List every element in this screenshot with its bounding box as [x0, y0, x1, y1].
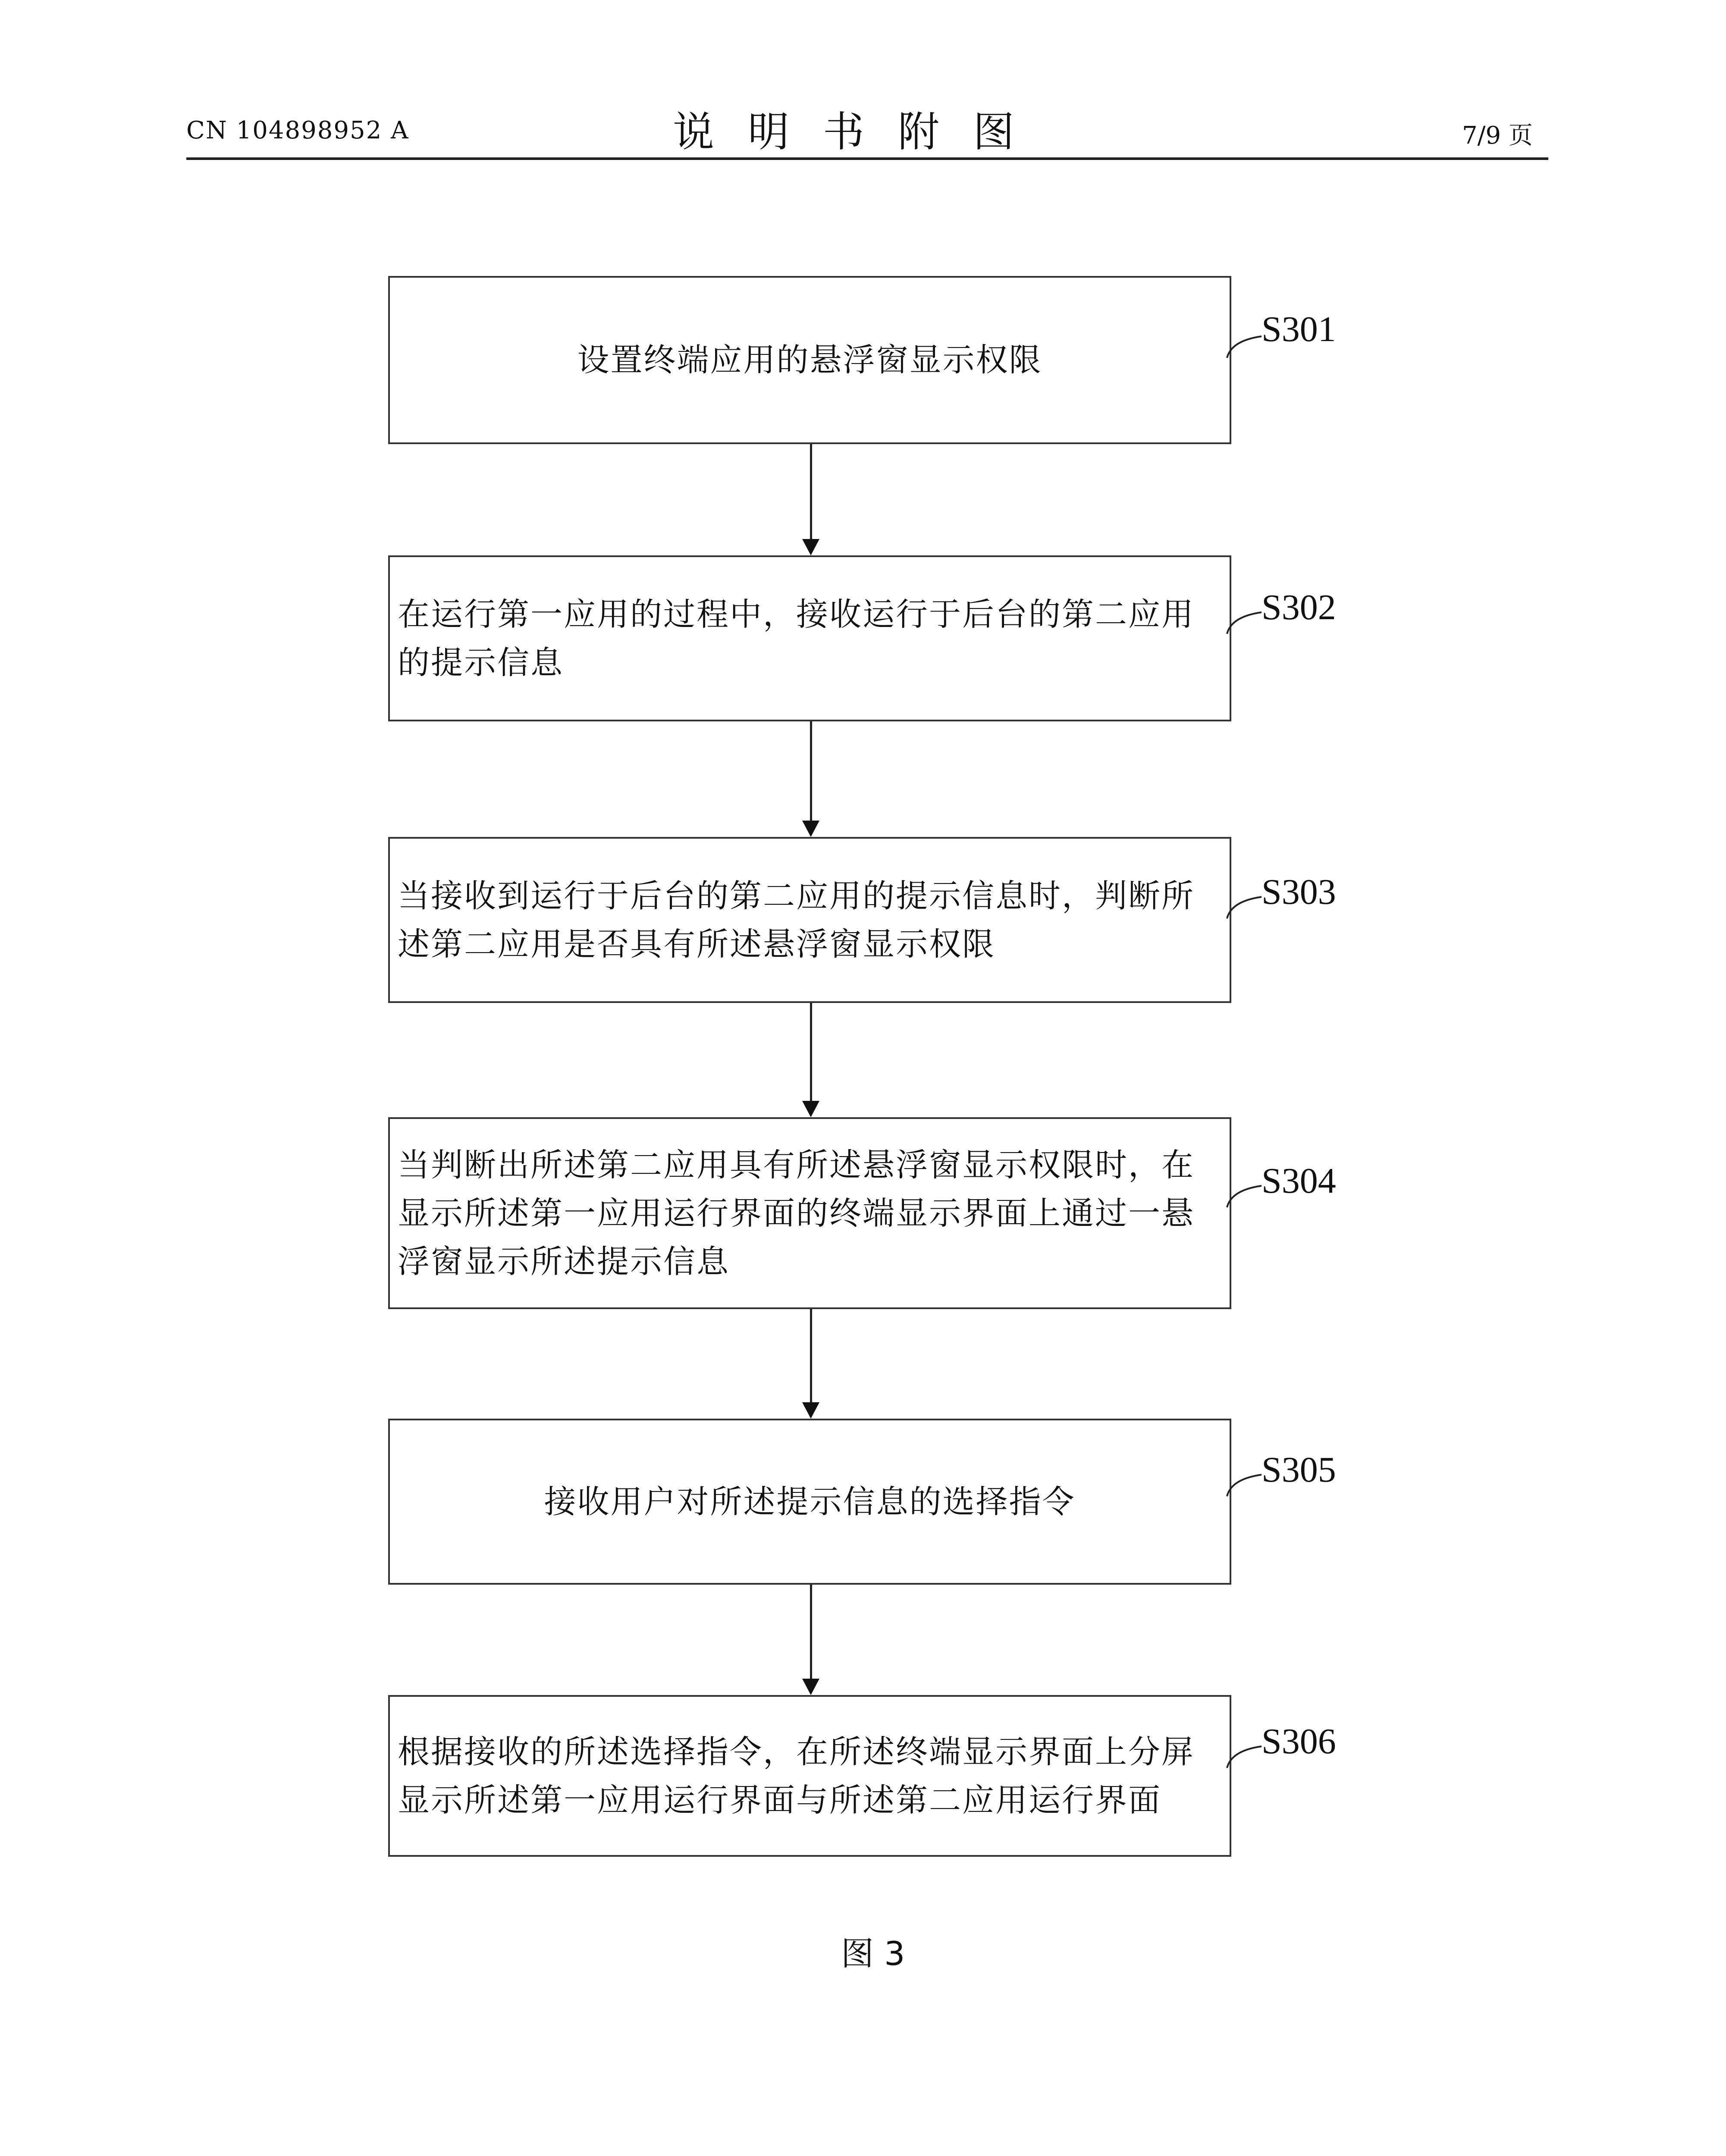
arrowhead-1: [802, 539, 819, 555]
leader-line-s303: [1227, 888, 1266, 923]
page-reference: 7/9 页: [1462, 122, 1533, 150]
step-box-s303: [388, 837, 1231, 1003]
arrowhead-4: [802, 1402, 819, 1419]
connector-3: [810, 1003, 812, 1101]
leader-line-s301: [1227, 328, 1266, 362]
arrowhead-3: [802, 1101, 819, 1117]
step-box-s305: [388, 1419, 1231, 1585]
step-label-s303: S303: [1262, 872, 1336, 912]
step-label-s302: S302: [1262, 587, 1336, 627]
step-text-s306: 根据接收的所述选择指令，在所述终端显示界面上分屏显示所述第一应用运行界面与所述第二应用运行界面: [398, 1733, 1195, 1819]
connector-4: [810, 1309, 812, 1402]
step-text-s301: 设置终端应用的悬浮窗显示权限: [577, 342, 1042, 379]
step-text-s302: 在运行第一应用的过程中，接收运行于后台的第二应用的提示信息: [398, 595, 1195, 681]
arrowhead-5: [802, 1679, 819, 1695]
connector-5: [810, 1585, 812, 1679]
leader-line-s306: [1227, 1738, 1266, 1772]
leader-line-s305: [1227, 1466, 1266, 1501]
step-label-s301: S301: [1262, 309, 1336, 349]
step-box-s302: [388, 555, 1231, 721]
step-box-s301: [388, 276, 1231, 444]
leader-line-s302: [1227, 604, 1266, 638]
step-text-s304: 当判断出所述第二应用具有所述悬浮窗显示权限时，在显示所述第一应用运行界面的终端显示界面上通过一悬浮窗显示所述提示信息: [398, 1146, 1195, 1280]
header-rule: [186, 157, 1548, 160]
patent-number: CN 104898952 A: [186, 116, 409, 144]
step-box-s306: [388, 1695, 1231, 1857]
figure-caption: 图 3: [841, 1934, 905, 1973]
arrowhead-2: [802, 821, 819, 837]
connector-1: [810, 444, 812, 539]
leader-line-s304: [1227, 1177, 1266, 1212]
step-label-s305: S305: [1262, 1450, 1336, 1490]
step-text-s303: 当接收到运行于后台的第二应用的提示信息时，判断所述第二应用是否具有所述悬浮窗显示权限: [398, 877, 1195, 963]
step-box-s304: [388, 1117, 1231, 1309]
page-title: 说明书附图: [673, 108, 1048, 156]
connector-2: [810, 721, 812, 821]
step-label-s304: S304: [1262, 1161, 1336, 1201]
step-label-s306: S306: [1262, 1721, 1336, 1761]
step-text-s305: 接收用户对所述提示信息的选择指令: [544, 1483, 1076, 1520]
